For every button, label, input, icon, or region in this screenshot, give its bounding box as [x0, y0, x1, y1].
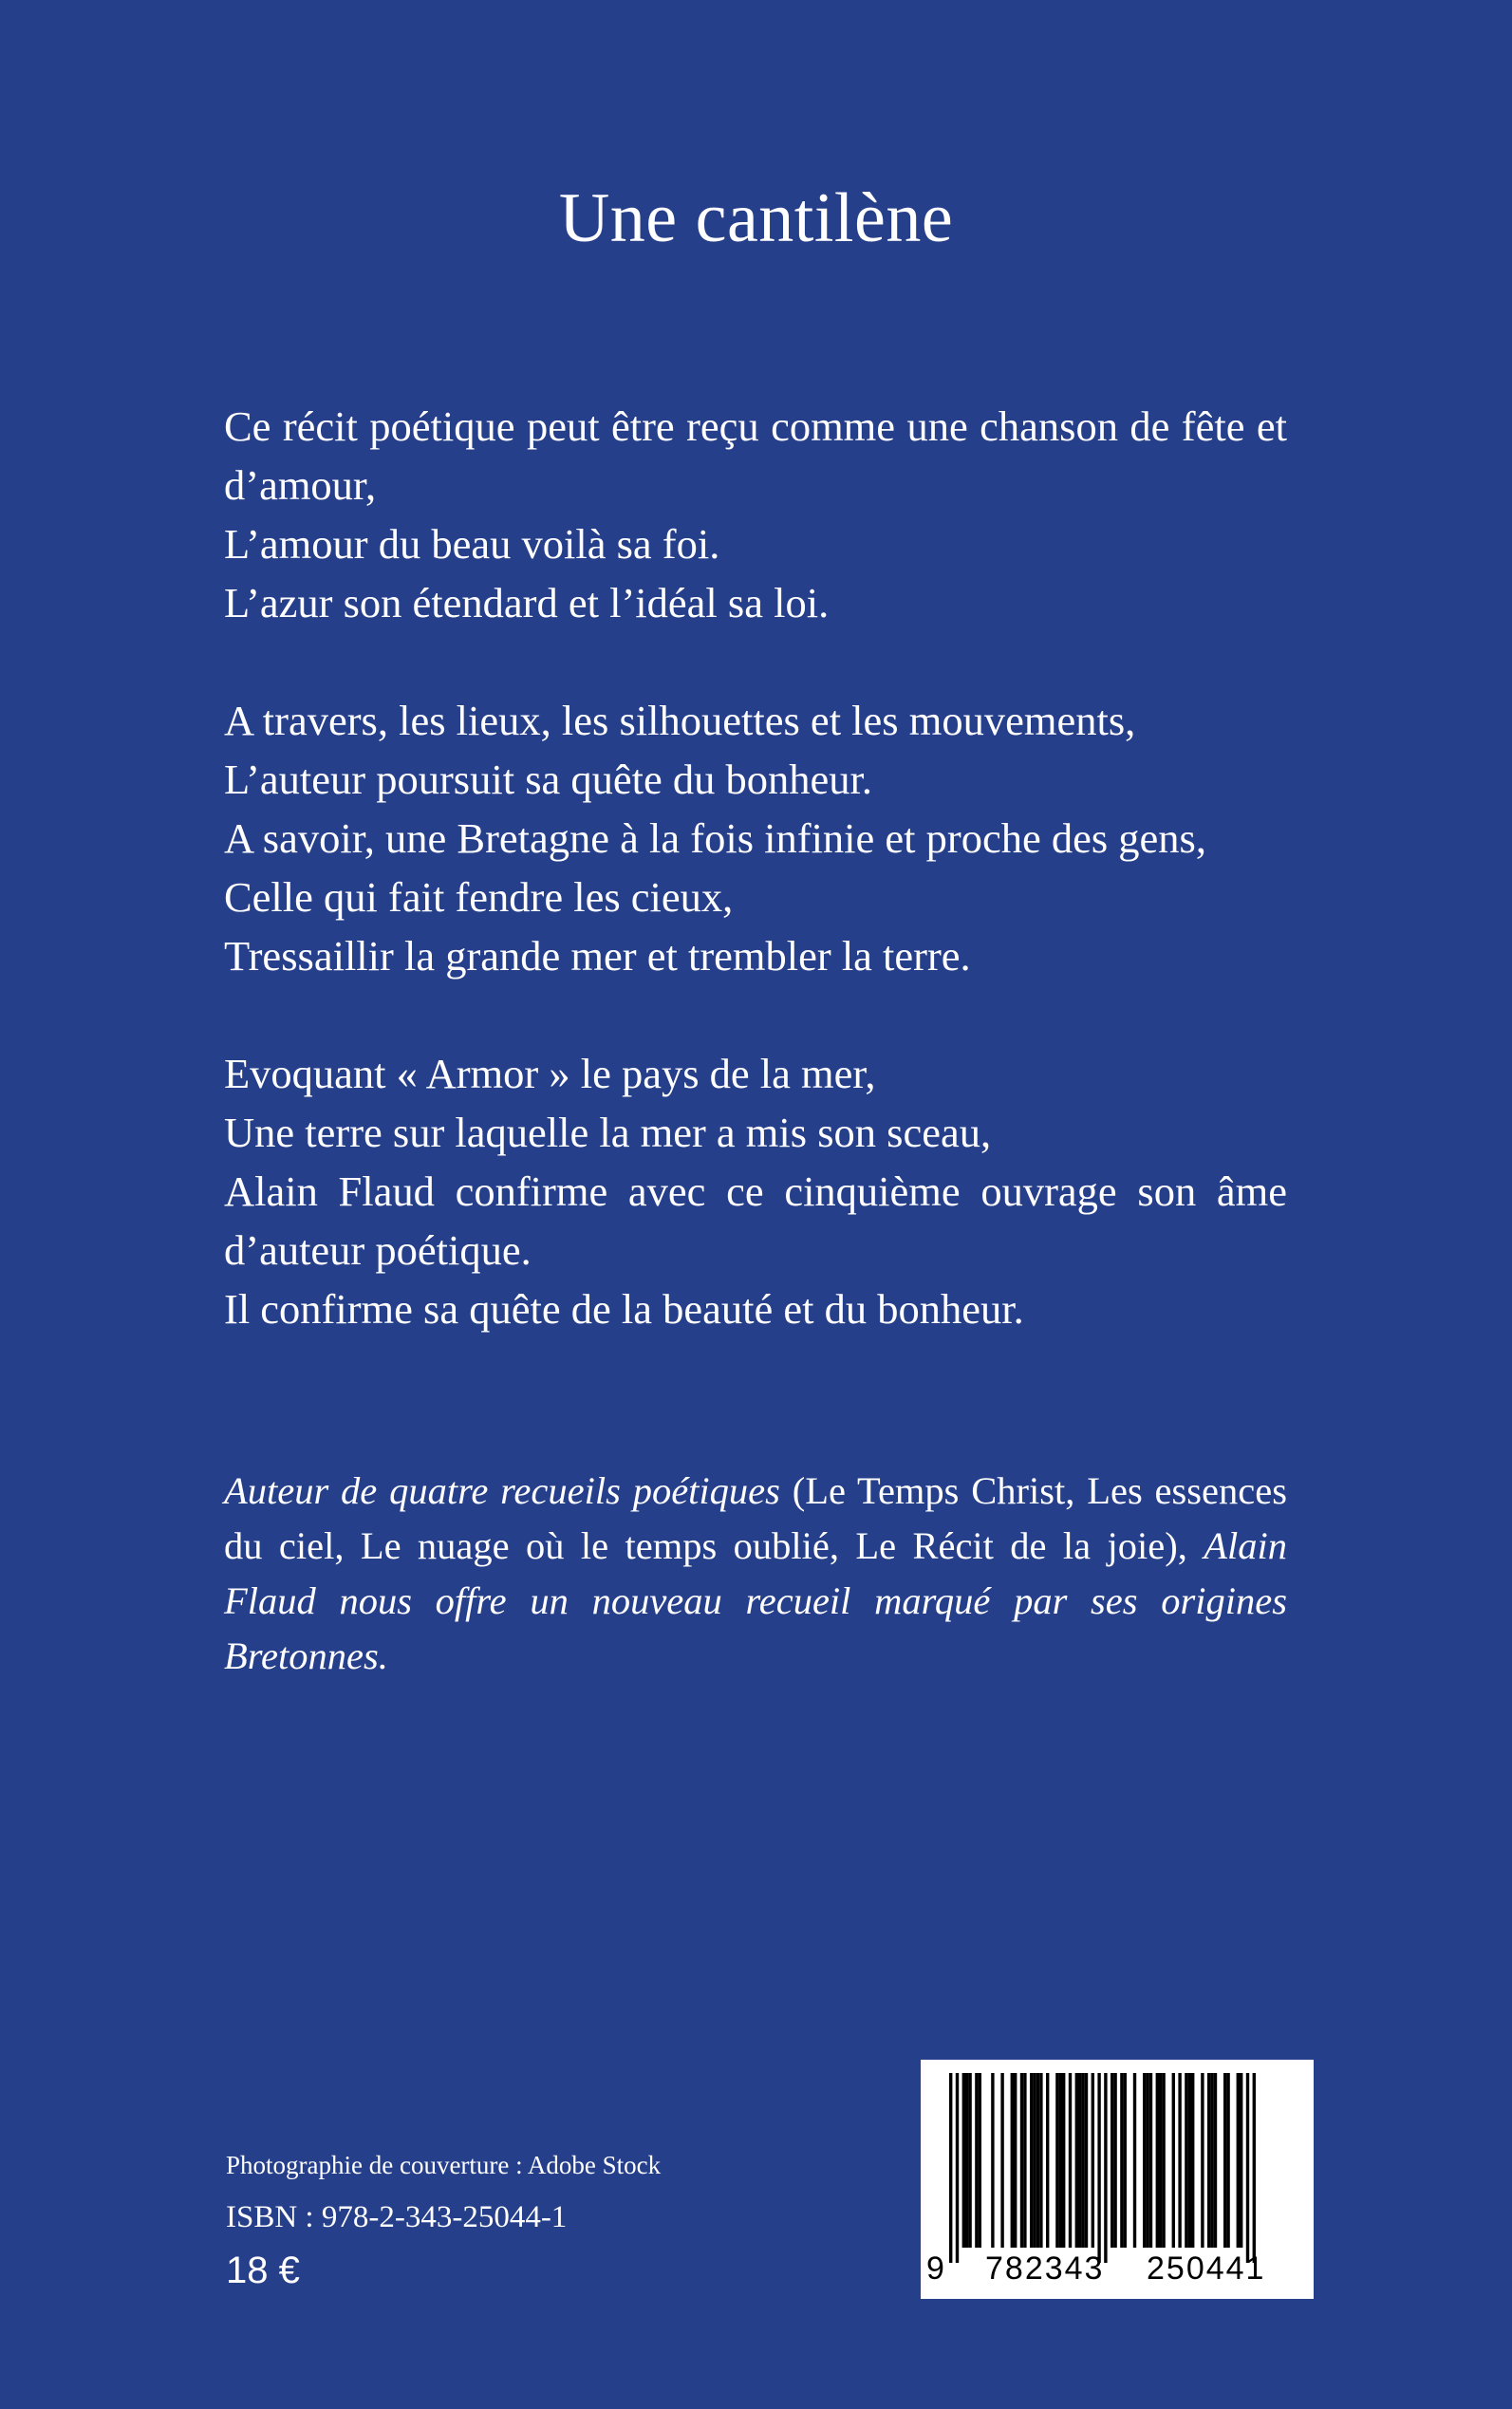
- barcode-bar: [1149, 2073, 1152, 2248]
- barcode-bar: [956, 2073, 959, 2263]
- blurb-line: Celle qui fait fendre les cieux,: [224, 873, 734, 921]
- blurb-line: A travers, les lieux, les silhouettes et les mouvements,: [224, 697, 1136, 744]
- bio-italic-end: Alain Flaud nous offre un nouveau recueil marqué par ses origines Bretonnes.: [224, 1524, 1287, 1677]
- barcode-bar: [1146, 2073, 1148, 2248]
- barcode-bar: [979, 2073, 981, 2248]
- barcode-bar: [1075, 2073, 1078, 2248]
- barcode-bar: [1207, 2073, 1210, 2248]
- barcode-bar: [1062, 2073, 1065, 2248]
- isbn: ISBN : 978-2-343-25044-1: [226, 2200, 568, 2234]
- barcode-bar: [1081, 2073, 1084, 2248]
- barcode-bar: [1097, 2073, 1100, 2263]
- blurb-line: Ce récit poétique peut être reçu comme une chanson de fête et d’amour,: [224, 402, 1287, 509]
- barcode-bar: [968, 2073, 971, 2248]
- barcode-bar: [962, 2073, 965, 2248]
- barcode-bar: [1237, 2073, 1240, 2248]
- author-bio: [224, 1464, 1287, 1684]
- barcode-bar: [1162, 2073, 1165, 2248]
- barcode-bar: [1020, 2073, 1023, 2248]
- stanza-2: [224, 691, 1287, 985]
- barcode-bar: [1039, 2073, 1042, 2248]
- barcode-bar: [1210, 2073, 1213, 2248]
- barcode-bar: [1223, 2073, 1226, 2248]
- barcode-bar: [1133, 2073, 1136, 2248]
- barcode-bar: [1033, 2073, 1036, 2248]
- barcode-bar: [1191, 2073, 1194, 2248]
- barcode-bar: [1172, 2073, 1175, 2248]
- blurb-line: Il confirme sa quête de la beauté et du bonheur.: [224, 1285, 1024, 1333]
- barcode-bar: [1113, 2073, 1116, 2248]
- barcode-bar: [1069, 2073, 1072, 2248]
- blurb-line: Tressaillir la grande mer et trembler la terre.: [224, 932, 971, 980]
- blurb-line: L’auteur poursuit sa quête du bonheur.: [224, 756, 873, 803]
- blurb-line: L’amour du beau voilà sa foi.: [224, 520, 720, 568]
- stanza-3: [224, 1044, 1287, 1338]
- barcode-bar: [1226, 2073, 1229, 2248]
- credits-block: [226, 2147, 661, 2297]
- barcode-bar: [1124, 2073, 1127, 2248]
- barcode-bar: [1214, 2073, 1217, 2248]
- barcode-bar: [1011, 2073, 1014, 2248]
- blurb-line: Une terre sur laquelle la mer a mis son sceau,: [224, 1109, 992, 1156]
- barcode-bar: [1111, 2073, 1113, 2248]
- barcode-bar: [965, 2073, 968, 2248]
- blurb-line: Evoquant « Armor » le pays de la mer,: [224, 1050, 876, 1097]
- barcode-bar: [949, 2073, 952, 2263]
- photo-credit: Photographie de couverture : Adobe Stock: [226, 2151, 662, 2179]
- blurb-line: A savoir, une Bretagne à la fois infinie et proche des gens,: [224, 814, 1206, 862]
- barcode-bar: [1104, 2073, 1107, 2263]
- barcode-bar: [1030, 2073, 1033, 2248]
- barcode-bar: [1240, 2073, 1242, 2248]
- barcode-bar: [1055, 2073, 1058, 2248]
- price: 18 €: [226, 2250, 300, 2291]
- barcode-left-digits: 782343: [985, 2250, 1105, 2287]
- barcode-bar: [1078, 2073, 1081, 2248]
- barcode-bar: [1023, 2073, 1026, 2248]
- barcode-bar: [1143, 2073, 1146, 2248]
- barcode-bar: [1156, 2073, 1159, 2248]
- bio-previous-works: (Le Temps Christ, Les essences du ciel, Le nuage où le temps oublié, Le Récit de la joie),: [224, 1469, 1287, 1567]
- bio-italic-start: Auteur de quatre recueils poétiques: [224, 1469, 780, 1512]
- barcode-bar: [1120, 2073, 1123, 2248]
- barcode-bar: [1046, 2073, 1049, 2248]
- book-title: Une cantilène: [558, 179, 954, 257]
- barcode-bar: [1059, 2073, 1062, 2248]
- barcode-bar: [1253, 2073, 1256, 2263]
- barcode-right-digits: 250441: [1147, 2250, 1266, 2287]
- barcode-bar: [1000, 2073, 1003, 2248]
- barcode-bar: [1085, 2073, 1088, 2248]
- barcode-bar: [1178, 2073, 1181, 2248]
- barcode-bar: [1159, 2073, 1162, 2248]
- barcode-bar: [991, 2073, 994, 2248]
- barcode-bar: [1246, 2073, 1249, 2263]
- barcode-bar: [1036, 2073, 1039, 2248]
- barcode-bar: [1185, 2073, 1187, 2248]
- barcode-bar: [1201, 2073, 1204, 2248]
- barcode-bar: [975, 2073, 978, 2248]
- blurb-line: L’azur son étendard et l’idéal sa loi.: [224, 579, 830, 626]
- barcode-bar: [1188, 2073, 1191, 2248]
- barcode-bar: [1092, 2073, 1094, 2248]
- barcode-first-digit: 9: [926, 2250, 946, 2287]
- barcode-bar: [1014, 2073, 1017, 2248]
- stanza-1: [224, 397, 1287, 632]
- blurb-line: Alain Flaud confirme avec ce cinquième ouvrage son âme d’auteur poétique.: [224, 1167, 1287, 1274]
- barcode: [921, 2060, 1314, 2299]
- blurb: [224, 397, 1287, 1397]
